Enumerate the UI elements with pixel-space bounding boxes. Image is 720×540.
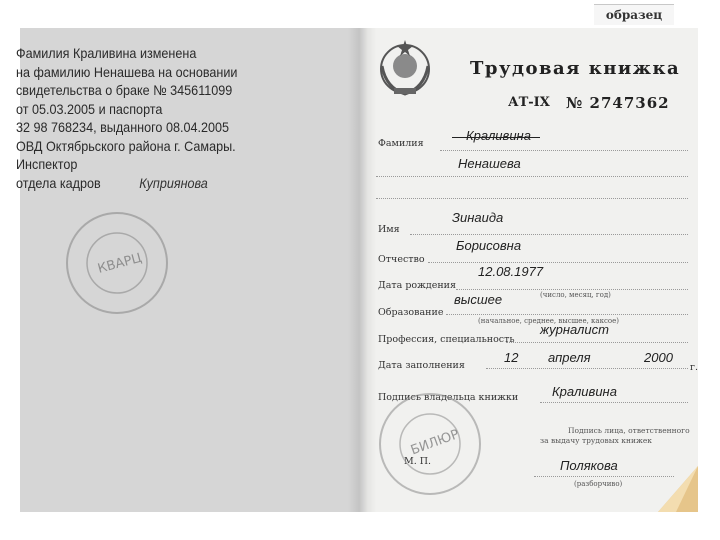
surname-strikethrough [452,137,540,138]
book-title: Трудовая книжка [470,58,681,79]
note-line: от 05.03.2005 и паспорта [16,100,163,117]
form-line [410,234,688,235]
form-line [486,368,688,369]
note-line: Инспектор [16,156,78,172]
note-line: на фамилию Ненашева на основании [16,63,238,80]
form-line [440,150,688,151]
fill-month-value: апреля [548,350,591,365]
page-corner-curl [658,466,698,512]
book-number: № 2747362 [566,94,670,112]
form-line [376,176,688,177]
surname-label: Фамилия [378,138,424,149]
form-line [506,342,688,343]
name-label: Имя [378,224,400,235]
seal-place-label: М. П. [404,456,432,467]
birth-label: Дата рождения [378,280,456,291]
fill-day-value: 12 [504,350,519,365]
signature-label: отдела кадров [16,174,101,191]
inspector-signature-line [16,174,286,193]
form-line [446,314,688,315]
profession-label: Профессия, специальность [378,334,515,345]
fill-year-suffix: г. [690,362,698,373]
owner-signature-value: Краливина [552,384,617,399]
patronymic-label: Отчество [378,254,425,265]
surname-new-value: Ненашева [458,156,521,171]
ussr-emblem-icon [372,36,438,107]
inspector-signature: Куприянова [139,174,208,191]
form-line [428,262,688,263]
officer-label-line1: Подпись лица, ответственного [568,426,690,435]
patronymic-value: Борисовна [456,238,522,253]
note-line: ОВД Октябрьского района г. Самары. [16,137,236,154]
officer-value: Полякова [560,458,618,473]
profession-value: журналист [540,322,609,337]
sample-tag: образец [594,4,674,25]
fill-year-value: 2000 [644,350,673,365]
name-change-note [16,44,286,192]
owner-signature-label: Подпись владельца книжки [378,392,519,403]
stamp-text: БИЛЮР [408,427,462,459]
officer-label-line2: за выдачу трудовых книжек [540,436,652,445]
issuer-stamp [374,388,486,505]
form-line [540,402,688,403]
education-label: Образование [378,307,444,318]
book-series: АТ-IX [508,95,550,110]
birth-value: 12.08.1977 [478,264,544,279]
form-line [376,198,688,199]
form-line [534,476,674,477]
form-line [456,289,688,290]
fill-date-label: Дата заполнения [378,360,465,371]
surname-old-value: Краливина [466,128,531,143]
birth-hint: (число, месяц, год) [540,291,611,299]
education-value: высшее [454,292,503,307]
note-line: Фамилия Краливина изменена [16,45,197,61]
officer-hint: (разборчиво) [574,480,623,488]
name-value: Зинаида [452,210,504,225]
education-hint: (начальное, среднее, высшее, каксое) [478,317,619,325]
note-line: свидетельства о браке № 345611099 [16,82,233,98]
hr-stamp [62,208,172,323]
stamp-text: КВАРЦ [96,250,144,277]
note-line: 32 98 768234, выданного 08.04.2005 [16,119,230,135]
